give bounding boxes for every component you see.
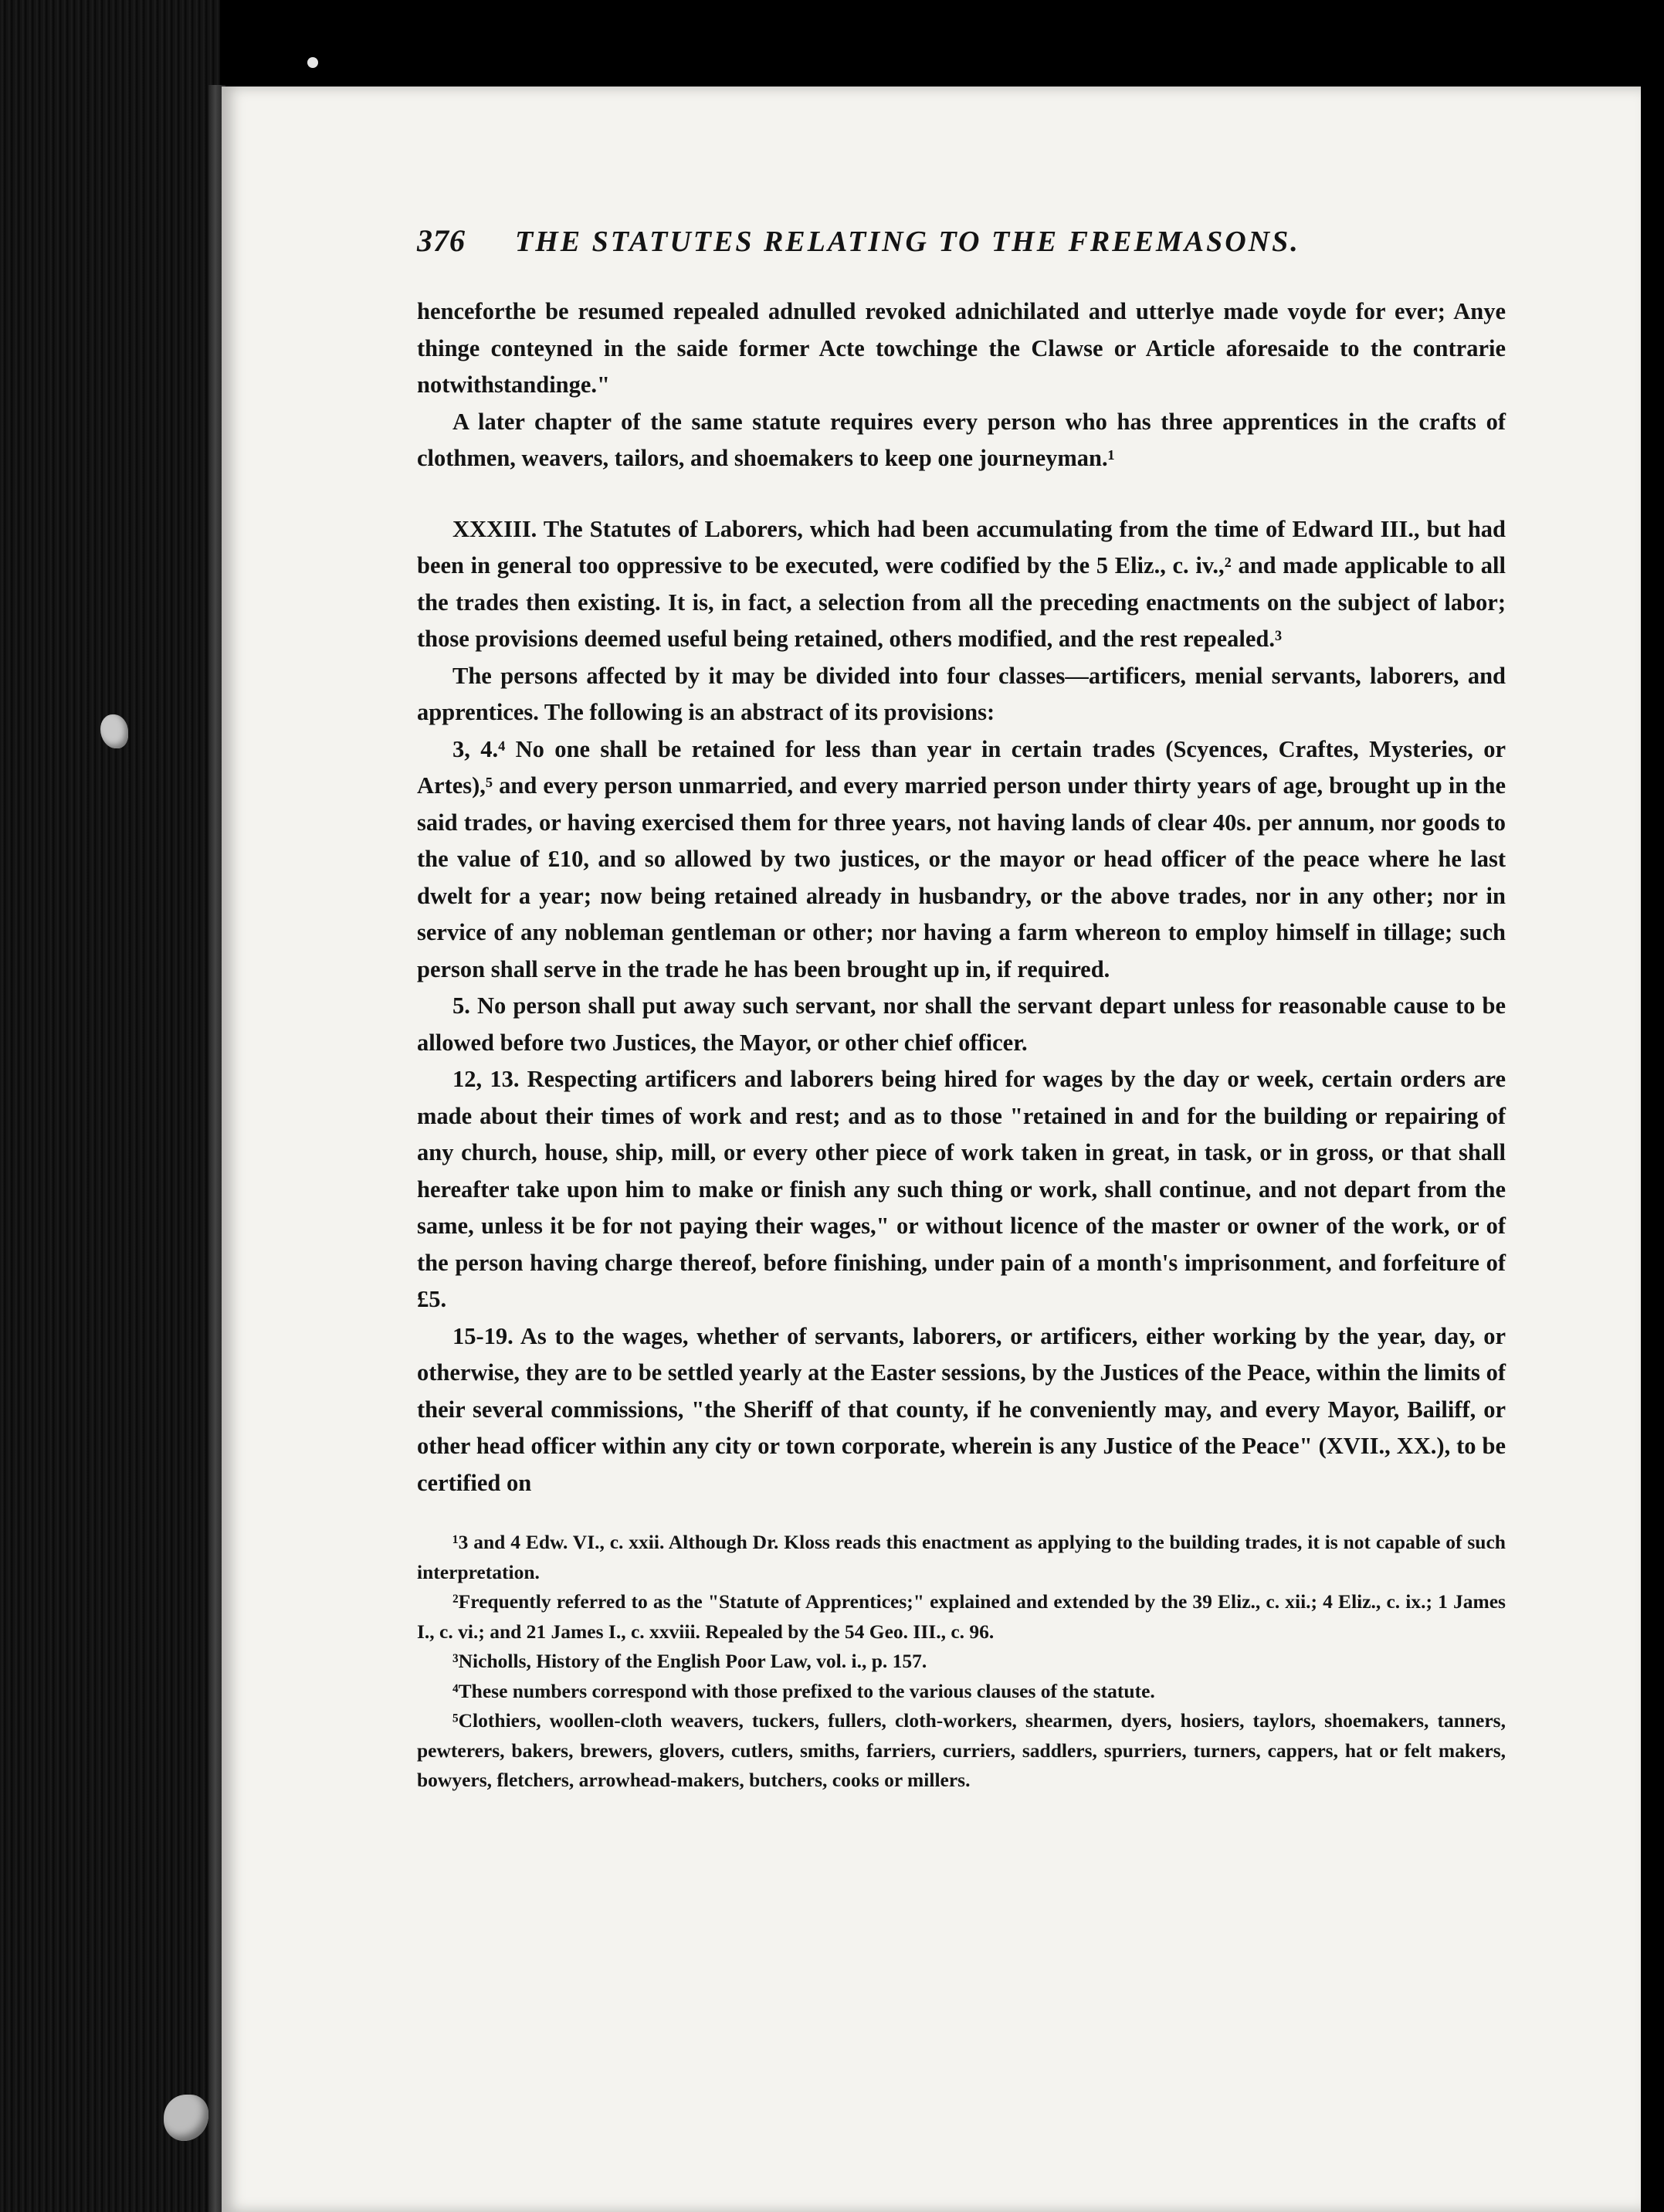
paragraph: A later chapter of the same statute requires every person who has three apprentices in the crafts of clothmen, weavers, tailors, and shoemakers to keep one journeyman.¹ [417, 408, 1506, 471]
paragraph: 12, 13. Respecting artificers and laborers being hired for wages by the day or week, certain orders are made about their times of work and rest; and as to those "retained in and for the building or repairing of any church, house, ship, mill, or every other piece of work taken in great, in task, or in gross, or that shall hereafter take upon him to make or finish any such thing or work, shall continue, and not depart from the same, unless it be for not paying their wages," or without licence of the master or owner of the work, or of the person having charge thereof, before finishing, under pain of a month's imprisonment, and forfeiture of £5. [417, 1066, 1506, 1312]
page-content [417, 222, 1506, 1796]
book-spine [0, 0, 220, 2212]
paragraph: The persons affected by it may be divided into four classes—artificers, menial servants, laborers, and apprentices. The following is an abstract of its provisions: [417, 662, 1506, 725]
page-number: 376 [417, 223, 466, 258]
footnotes [417, 1528, 1506, 1796]
running-head [417, 222, 1506, 283]
footnote: ⁴These numbers correspond with those prefixed to the various clauses of the statute. [452, 1679, 1155, 1702]
section-paragraph: XXXIII. The Statutes of Laborers, which had been accumulating from the time of Edward III., but had been in general too oppressive to be executed, were codified by the 5 Eliz., c. iv.,² and made applicable to all the trades then existing. It is, in fact, a selection from all the preceding enactments on the subject of labor; those provisions deemed useful being retained, others modified, and the rest repealed.³ [417, 515, 1506, 652]
scan-speck [307, 57, 318, 68]
footnote: ¹3 and 4 Edw. VI., c. xxii. Although Dr. Kloss reads this enactment as applying to the building trades, it is not capable of such interpretation. [417, 1531, 1506, 1583]
paragraph: 3, 4.⁴ No one shall be retained for less than year in certain trades (Scyences, Craftes, Mysteries, or Artes),⁵ and every person unmarried, and every married person under thirty years of age, brought up in the said trades, or having exercised them for three years, not having lands of clear 40s. per annum, nor goods to the value of £10, and so allowed by two justices, or the mayor or head officer of the peace where he last dwelt for a year; now being retained already in husbandry, or the above trades, nor in any other; nor in service of any nobleman gentleman or other; nor having a farm whereon to employ himself in tillage; such person shall serve in the trade he has been brought up in, if required. [417, 735, 1506, 982]
running-title: THE STATUTES RELATING TO THE FREEMASONS. [515, 226, 1300, 258]
paragraph: 5. No person shall put away such servant, nor shall the servant depart unless for reasonable cause to be allowed before two Justices, the Mayor, or other chief officer. [417, 992, 1506, 1056]
footnote: ²Frequently referred to as the "Statute of Apprentices;" explained and extended by the 39 Eliz., c. xii.; 4 Eliz., c. ix.; 1 James I., c. vi.; and 21 James I., c. xxviii. Repealed by the 54 Geo. III., c. 96. [417, 1590, 1506, 1643]
footnote: ³Nicholls, History of the English Poor Law, vol. i., p. 157. [452, 1650, 927, 1672]
body-text [417, 293, 1506, 1501]
footnote: ⁵Clothiers, woollen-cloth weavers, tuckers, fullers, cloth-workers, shearmen, dyers, hosiers, taylors, shoemakers, tanners, pewterers, bakers, brewers, glovers, cutlers, smiths, farriers, curriers, saddlers, spurriers, turners, cappers, hat or felt makers, bowyers, fletchers, arrowhead-makers, butchers, cooks or millers. [417, 1709, 1506, 1791]
paragraph: 15-19. As to the wages, whether of servants, laborers, or artificers, either working by the year, day, or otherwise, they are to be settled yearly at the Easter sessions, by the Justices of the Peace, within the limits of their several commissions, "the Sheriff of that county, if he conveniently may, and every Mayor, Bailiff, or other head officer within any city or town corporate, wherein is any Justice of the Peace" (XVII., XX.), to be certified on [417, 1322, 1506, 1496]
book-page [222, 87, 1641, 2212]
paragraph: henceforthe be resumed repealed adnulled revoked adnichilated and utterlye made voyde for ever; Anye thinge conteyned in the saide former Acte towchinge the Clawse or Article aforesaide to the contrarie notwithstandinge." [417, 298, 1506, 398]
